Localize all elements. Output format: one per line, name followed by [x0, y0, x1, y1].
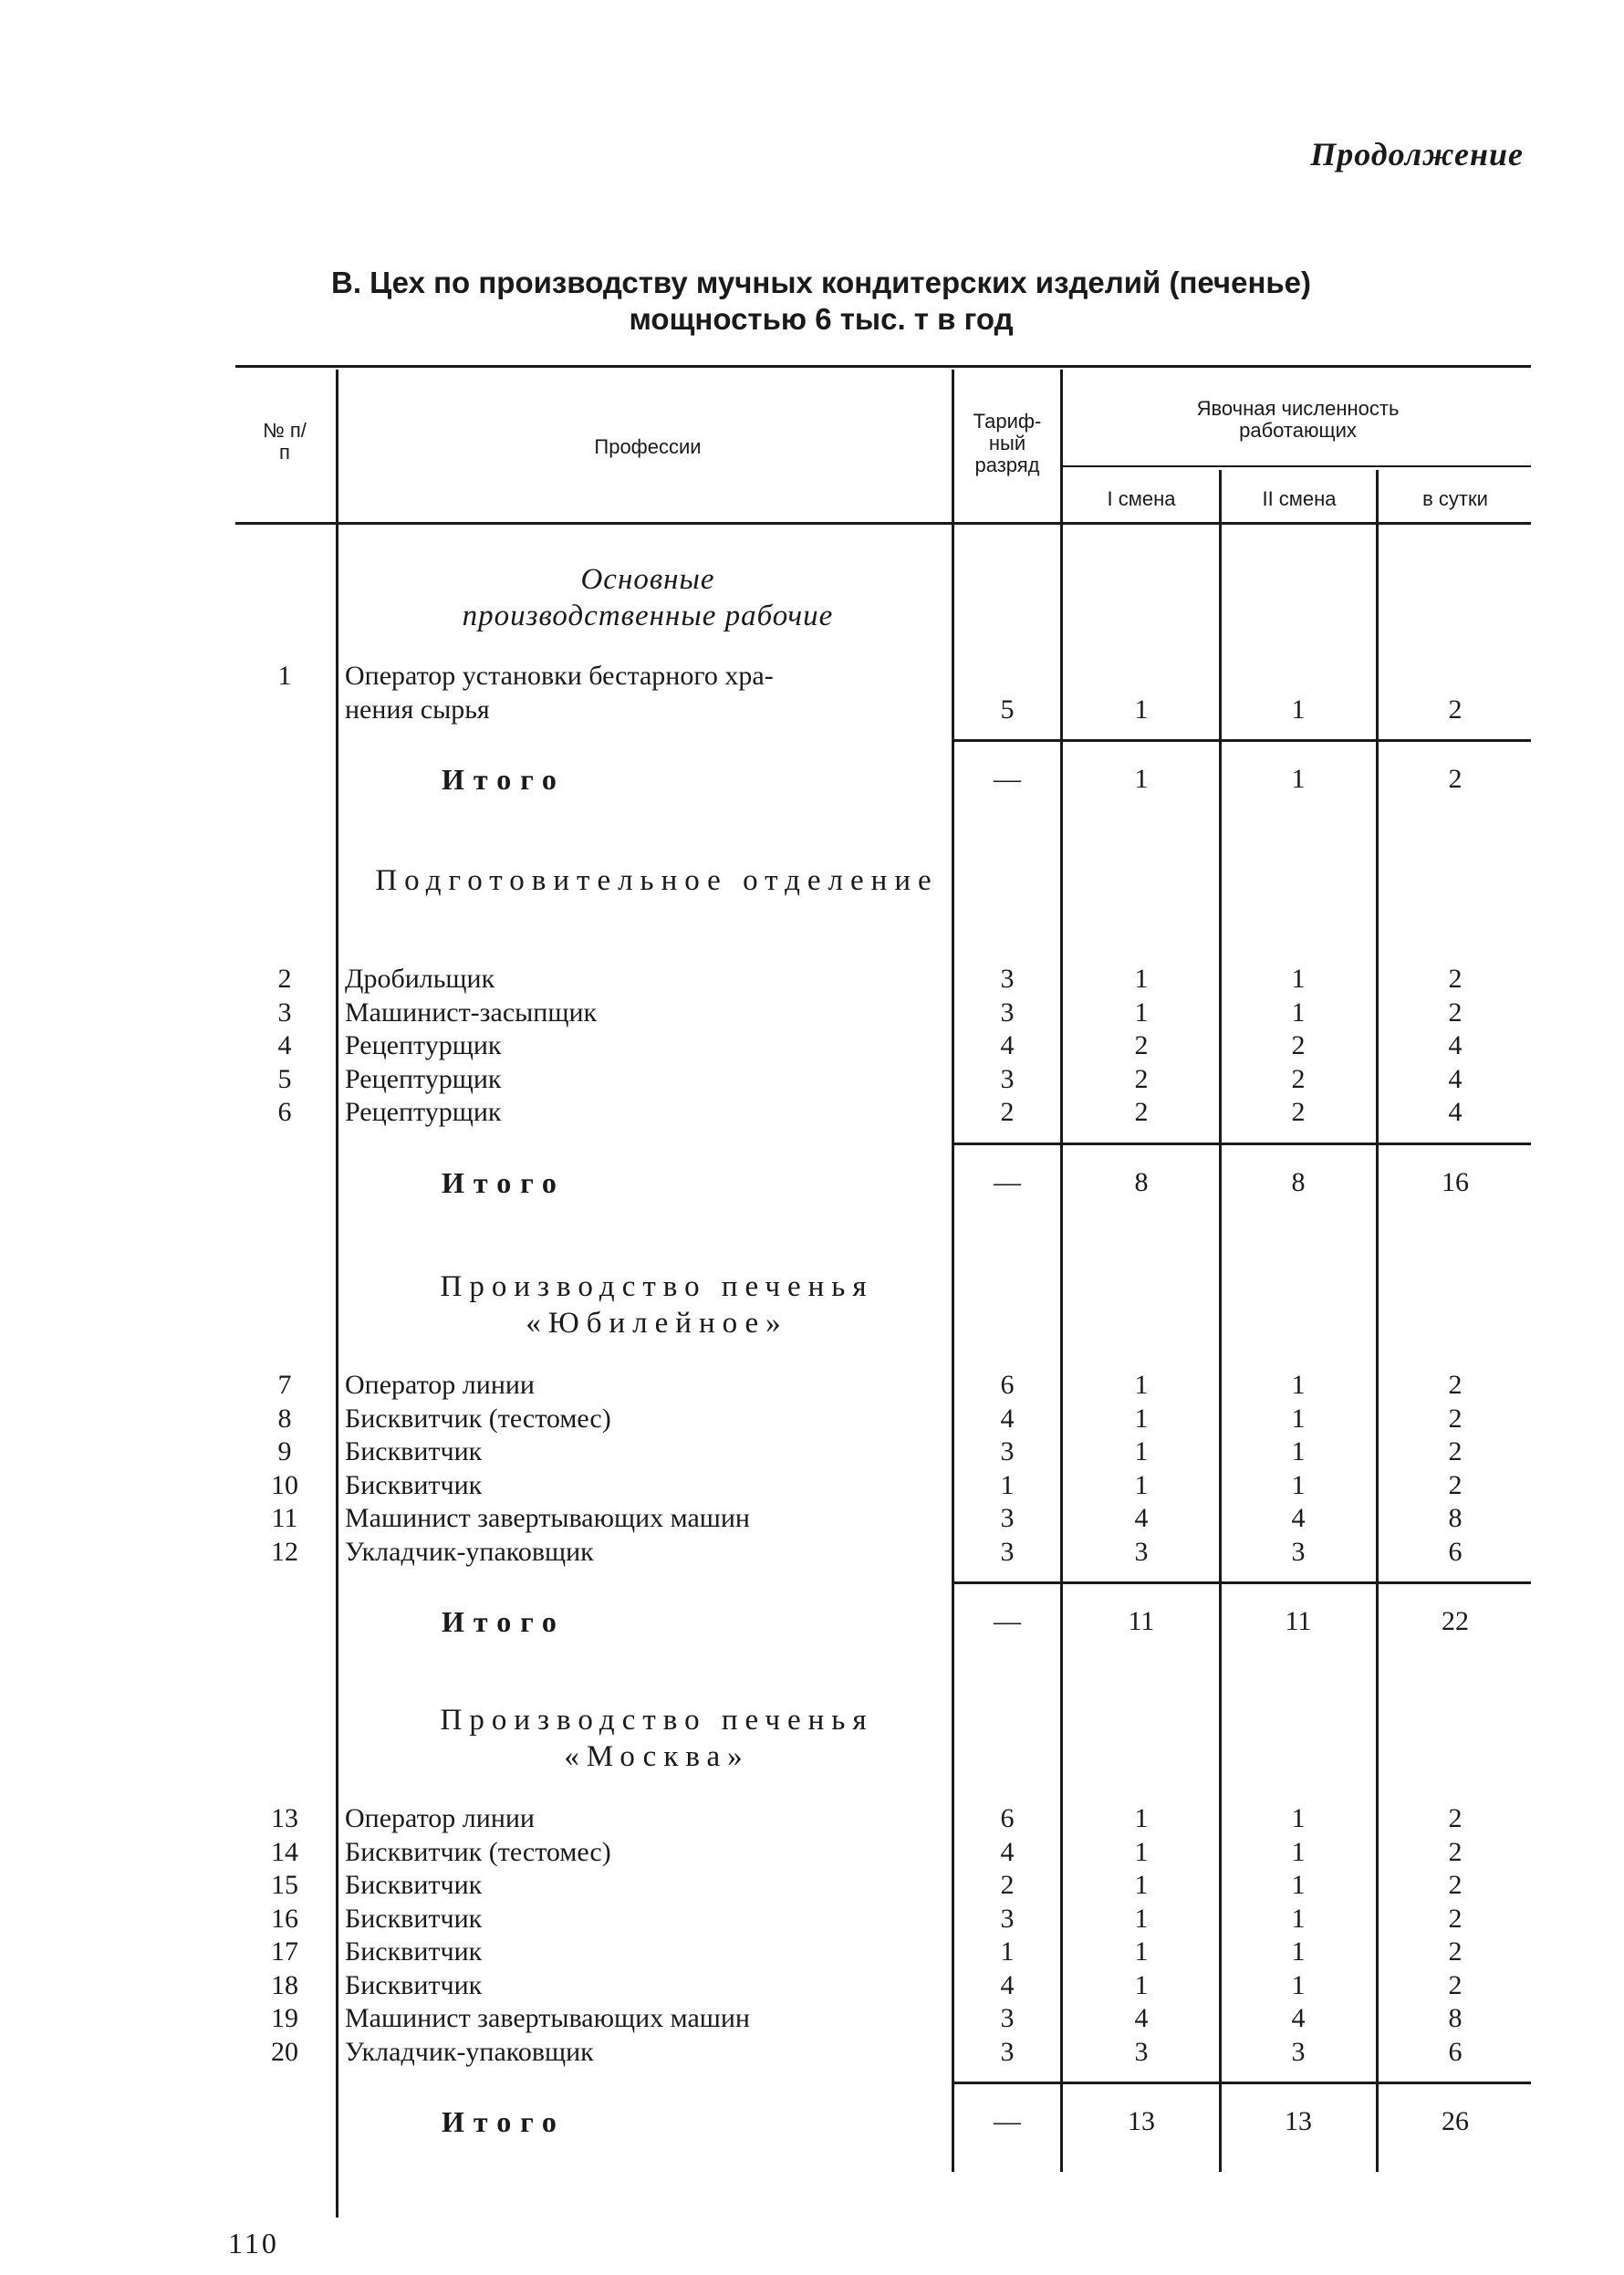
- row-shift1: 1: [1134, 997, 1149, 1028]
- row-number: 8: [277, 1403, 292, 1434]
- row-rate: 3: [1000, 1436, 1015, 1466]
- section-title: Подготовительное отделение: [375, 864, 939, 897]
- page-number: 110: [228, 2227, 279, 2259]
- row-rate: 3: [1000, 2003, 1015, 2033]
- continuation-label: Продолжение: [1310, 136, 1524, 172]
- total-shift1: 11: [1128, 1606, 1155, 1636]
- table-title-line1: В. Цех по производству мучных кондитерских изделий (печенье): [331, 266, 1311, 299]
- row-shift1: 4: [1134, 1503, 1149, 1533]
- row-number: 15: [271, 1870, 298, 1900]
- row-number: 12: [271, 1536, 298, 1567]
- row-shift2: 4: [1291, 1503, 1306, 1533]
- row-rate: 3: [1000, 997, 1015, 1028]
- row-shift1: 2: [1134, 1097, 1149, 1127]
- total-rate: —: [994, 1606, 1021, 1636]
- row-per-day: 2: [1448, 1469, 1463, 1500]
- row-per-day: 2: [1448, 1969, 1463, 2000]
- row-per-day: 4: [1448, 1030, 1463, 1060]
- row-number: 17: [271, 1936, 298, 1967]
- row-rate: 3: [1000, 964, 1015, 994]
- row-per-day: 2: [1448, 1803, 1463, 1833]
- row-shift2: 1: [1291, 1936, 1306, 1967]
- header-num-text: № п/п: [263, 419, 307, 464]
- total-rule: [953, 1143, 1531, 1145]
- row-profession: Бисквитчик: [345, 1936, 483, 1967]
- row-rate: 6: [1000, 1803, 1015, 1833]
- row-per-day: 4: [1448, 1097, 1463, 1127]
- row-shift2: 1: [1291, 1969, 1306, 2000]
- row-number: 13: [271, 1803, 298, 1833]
- row-number: 14: [271, 1836, 298, 1867]
- row-rate: 3: [1000, 1536, 1015, 1567]
- row-shift2: 1: [1291, 1370, 1306, 1400]
- row-profession: Машинист завертывающих машин: [345, 2003, 750, 2033]
- row-profession: Рецептурщик: [345, 1030, 502, 1060]
- row-rate: 3: [1000, 1903, 1015, 1934]
- row-number: 5: [277, 1063, 292, 1094]
- row-shift1: 1: [1134, 1803, 1149, 1833]
- row-shift1: 1: [1134, 694, 1149, 725]
- row-shift2: 1: [1291, 694, 1306, 725]
- row-profession: Машинист-засыпщик: [345, 997, 598, 1028]
- row-profession-cont: нения сырья: [345, 694, 490, 725]
- row-shift1: 1: [1134, 1903, 1149, 1934]
- row-shift2: 1: [1291, 997, 1306, 1028]
- row-number: 10: [271, 1469, 298, 1500]
- row-per-day: 8: [1448, 1503, 1463, 1533]
- header-per-day: в сутки: [1422, 487, 1488, 510]
- row-shift1: 1: [1134, 1969, 1149, 2000]
- row-number: 7: [277, 1370, 292, 1400]
- row-profession: Бисквитчик (тестомес): [345, 1403, 611, 1434]
- row-per-day: 2: [1448, 1836, 1463, 1867]
- row-profession: Рецептурщик: [345, 1097, 502, 1127]
- row-number: 2: [277, 964, 292, 994]
- header-shift2: II смена: [1262, 487, 1337, 510]
- col-rule-profession: [952, 370, 954, 2172]
- row-profession: Оператор установки бестарного хра-: [345, 661, 774, 691]
- row-per-day: 2: [1448, 1370, 1463, 1400]
- row-rate: 3: [1000, 2036, 1015, 2067]
- row-number: 18: [271, 1969, 298, 2000]
- row-shift2: 1: [1291, 1403, 1306, 1434]
- row-shift1: 3: [1134, 1536, 1149, 1567]
- total-rule: [953, 1581, 1531, 1584]
- total-rule: [953, 2082, 1531, 2084]
- table-title-line2: мощностью 6 тыс. т в год: [629, 302, 1014, 336]
- table-title: [228, 265, 1414, 338]
- row-number: 4: [277, 1030, 292, 1060]
- row-per-day: 2: [1448, 964, 1463, 994]
- row-shift1: 2: [1134, 1030, 1149, 1060]
- row-shift2: 1: [1291, 1836, 1306, 1867]
- total-per-day: 26: [1442, 2106, 1469, 2136]
- row-per-day: 2: [1448, 1870, 1463, 1900]
- header-rate-text: Тариф-ный разряд: [973, 410, 1042, 476]
- row-shift2: 1: [1291, 1903, 1306, 1934]
- row-profession: Оператор линии: [345, 1803, 535, 1833]
- header-top-rule: [235, 365, 1531, 368]
- row-shift2: 1: [1291, 964, 1306, 994]
- row-profession: Оператор линии: [345, 1370, 535, 1400]
- total-shift2: 11: [1285, 1606, 1312, 1636]
- row-rate: 6: [1000, 1370, 1015, 1400]
- row-per-day: 6: [1448, 2036, 1463, 2067]
- row-shift2: 4: [1291, 2003, 1306, 2033]
- row-shift2: 3: [1291, 2036, 1306, 2067]
- row-rate: 4: [1000, 1969, 1015, 2000]
- section-title: Основные производственные рабочие: [462, 563, 834, 632]
- row-per-day: 2: [1448, 694, 1463, 725]
- row-shift2: 2: [1291, 1030, 1306, 1060]
- col-rule-num: [336, 370, 338, 2218]
- row-rate: 3: [1000, 1063, 1015, 1094]
- row-profession: Бисквитчик (тестомес): [345, 1836, 611, 1867]
- row-per-day: 8: [1448, 2003, 1463, 2033]
- col-rule-shift1: [1219, 470, 1222, 2172]
- row-rate: 1: [1000, 1469, 1015, 1500]
- total-per-day: 2: [1448, 764, 1463, 794]
- row-shift1: 1: [1134, 1870, 1149, 1900]
- row-shift1: 1: [1134, 1370, 1149, 1400]
- row-shift1: 1: [1134, 1469, 1149, 1500]
- header-profession: Профессии: [594, 435, 702, 458]
- row-number: 3: [277, 997, 292, 1028]
- row-shift1: 1: [1134, 1936, 1149, 1967]
- header-bottom-rule: [235, 522, 1531, 525]
- row-rate: 4: [1000, 1403, 1015, 1434]
- row-shift2: 1: [1291, 1803, 1306, 1833]
- section-title: Производство печенья «Юбилейное»: [440, 1270, 874, 1340]
- row-number: 11: [271, 1503, 298, 1533]
- total-label: Итого: [442, 1165, 566, 1199]
- row-shift1: 1: [1134, 964, 1149, 994]
- row-number: 1: [277, 661, 292, 691]
- row-shift1: 3: [1134, 2036, 1149, 2067]
- row-profession: Дробильщик: [345, 964, 495, 994]
- row-number: 20: [271, 2036, 298, 2067]
- row-rate: 4: [1000, 1030, 1015, 1060]
- row-profession: Укладчик-упаковщик: [345, 2036, 594, 2067]
- row-per-day: 2: [1448, 997, 1463, 1028]
- row-per-day: 2: [1448, 1903, 1463, 1934]
- row-shift2: 2: [1291, 1097, 1306, 1127]
- header-rate: [956, 411, 1058, 476]
- row-profession: Рецептурщик: [345, 1063, 502, 1094]
- row-number: 19: [271, 2003, 298, 2033]
- row-rate: 1: [1000, 1936, 1015, 1967]
- row-shift2: 1: [1291, 1436, 1306, 1466]
- row-per-day: 4: [1448, 1063, 1463, 1094]
- row-shift2: 1: [1291, 1469, 1306, 1500]
- row-number: 16: [271, 1903, 298, 1934]
- row-shift1: 1: [1134, 1436, 1149, 1466]
- row-profession: Бисквитчик: [345, 1436, 483, 1466]
- header-attendance-text: Явочная численность работающих: [1196, 397, 1400, 442]
- row-shift1: 2: [1134, 1063, 1149, 1094]
- row-profession: Бисквитчик: [345, 1469, 483, 1500]
- row-shift1: 1: [1134, 1403, 1149, 1434]
- row-profession: Бисквитчик: [345, 1870, 483, 1900]
- header-shift1: I смена: [1107, 487, 1176, 510]
- total-shift2: 13: [1285, 2106, 1312, 2136]
- row-shift2: 2: [1291, 1063, 1306, 1094]
- row-shift2: 3: [1291, 1536, 1306, 1567]
- row-profession: Машинист завертывающих машин: [345, 1503, 750, 1533]
- row-per-day: 6: [1448, 1536, 1463, 1567]
- row-rate: 5: [1000, 694, 1015, 725]
- total-per-day: 16: [1442, 1166, 1469, 1197]
- row-rate: 4: [1000, 1836, 1015, 1867]
- row-per-day: 2: [1448, 1936, 1463, 1967]
- row-shift1: 1: [1134, 1836, 1149, 1867]
- section-title: Производство печенья «Москва»: [440, 1704, 874, 1773]
- total-per-day: 22: [1442, 1606, 1469, 1636]
- total-shift2: 8: [1291, 1166, 1306, 1197]
- row-shift1: 4: [1134, 2003, 1149, 2033]
- total-label: Итого: [442, 1605, 566, 1638]
- col-rule-rate: [1060, 370, 1063, 2172]
- total-rate: —: [994, 1166, 1021, 1197]
- row-profession: Укладчик-упаковщик: [345, 1536, 594, 1567]
- row-rate: 2: [1000, 1097, 1015, 1127]
- total-shift1: 1: [1134, 764, 1149, 794]
- row-per-day: 2: [1448, 1403, 1463, 1434]
- total-shift1: 8: [1134, 1166, 1149, 1197]
- header-mid-rule: [1063, 465, 1531, 467]
- total-rate: —: [994, 2106, 1021, 2136]
- total-shift2: 1: [1291, 764, 1306, 794]
- col-rule-shift2: [1376, 470, 1379, 2172]
- row-profession: Бисквитчик: [345, 1903, 483, 1934]
- row-number: 6: [277, 1097, 292, 1127]
- row-shift2: 1: [1291, 1870, 1306, 1900]
- header-attendance: [1067, 398, 1528, 442]
- total-shift1: 13: [1128, 2106, 1155, 2136]
- row-rate: 2: [1000, 1870, 1015, 1900]
- row-rate: 3: [1000, 1503, 1015, 1533]
- total-rate: —: [994, 764, 1021, 794]
- total-rule: [953, 739, 1531, 742]
- row-profession: Бисквитчик: [345, 1969, 483, 2000]
- total-label: Итого: [442, 763, 566, 796]
- total-label: Итого: [442, 2105, 566, 2138]
- row-number: 9: [277, 1436, 292, 1466]
- row-per-day: 2: [1448, 1436, 1463, 1466]
- header-num: [239, 420, 330, 464]
